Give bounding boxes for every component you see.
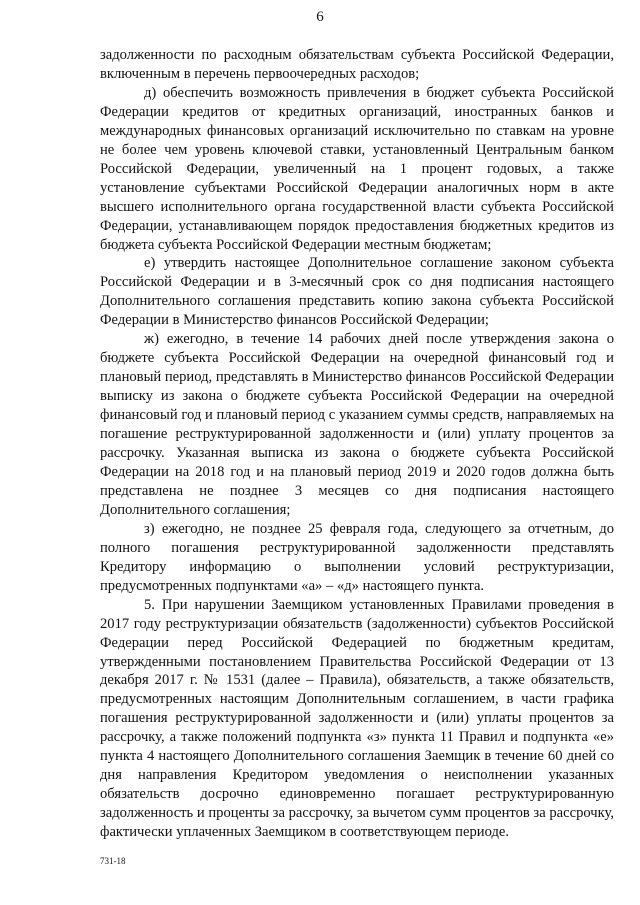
paragraph-continuation: задолженности по расходным обязательствам субъекта Российской Федерации, включенным в перечень первоочередных расходов; [100, 47, 614, 82]
paragraph-subitem-zh: ж) ежегодно, в течение 14 рабочих дней после утверждения закона о бюджете субъекта Российской Федерации на очередной финансовый год и плановый период, представлять в Министерство финансов Российской Федерации выписку из закона о бюджете субъекта Российской Федерации на очередной финансовый год и плановый период с указанием суммы средств, направляемых на погашение реструктурированной задолженности и (или) уплату процентов за рассрочку. Указанная выписка из закона о бюджете субъекта Российской Федерации на 2018 год и на плановый период 2019 и 2020 годов должна быть представлена не позднее 3 месяцев со дня подписания настоящего Дополнительного соглашения; [100, 331, 614, 518]
footer-document-code: 731-18 [100, 856, 126, 866]
paragraph-item-5: 5. При нарушении Заемщиком установленных Правилами проведения в 2017 году реструктуризации обязательств (задолженности) субъектов Российской Федерации перед Российской Федерацией по бюджетным кредитам, утвержденными постановлением Правительства Российской Федерации от 13 декабря 2017 г. № 1531 (далее – Правила), обязательств, а также обязательств, предусмотренных настоящим Дополнительным соглашением, в части графика погашения реструктурированной задолженности и (или) уплаты процентов за рассрочку, а также положений подпункта «з» пункта 11 Правил и подпункта «е» пункта 4 настоящего Дополнительного соглашения Заемщик в течение 60 дней со дня направления Кредитором уведомления о неисполнении указанных обязательств досрочно единовременно погашает реструктурированную задолженность и проценты за рассрочку, за вычетом сумм процентов за рассрочку, фактически уплаченных Заемщиком в соответствующем периоде. [100, 596, 614, 841]
paragraph-subitem-z: з) ежегодно, не позднее 25 февраля года, следующего за отчетным, до полного погашения реструктурированной задолженности представлять Кредитору информацию о выполнении условий реструктуризации, предусмотренных подпунктами «а» – «д» настоящего пункта. [100, 520, 614, 594]
document-body [100, 46, 614, 842]
paragraph-subitem-d: д) обеспечить возможность привлечения в бюджет субъекта Российской Федерации кредитов от кредитных организаций, иностранных банков и международных финансовых организаций исключительно по ставкам на уровне не более чем уровень ключевой ставки, установленный Центральным банком Российской Федерации, увеличенный на 1 процент годовых, а также установление субъектами Российской Федерации аналогичных норм в акте высшего исполнительного органа государственной власти субъекта Российской Федерации, устанавливающем порядок предоставления бюджетных кредитов из бюджета субъекта Российской Федерации местным бюджетам; [100, 84, 614, 253]
paragraph-subitem-e: е) утвердить настоящее Дополнительное соглашение законом субъекта Российской Федерации и в 3-месячный срок со дня подписания настоящего Дополнительного соглашения представить копию закона субъекта Российской Федерации в Министерство финансов Российской Федерации; [100, 255, 614, 329]
page-number: 6 [316, 9, 324, 25]
